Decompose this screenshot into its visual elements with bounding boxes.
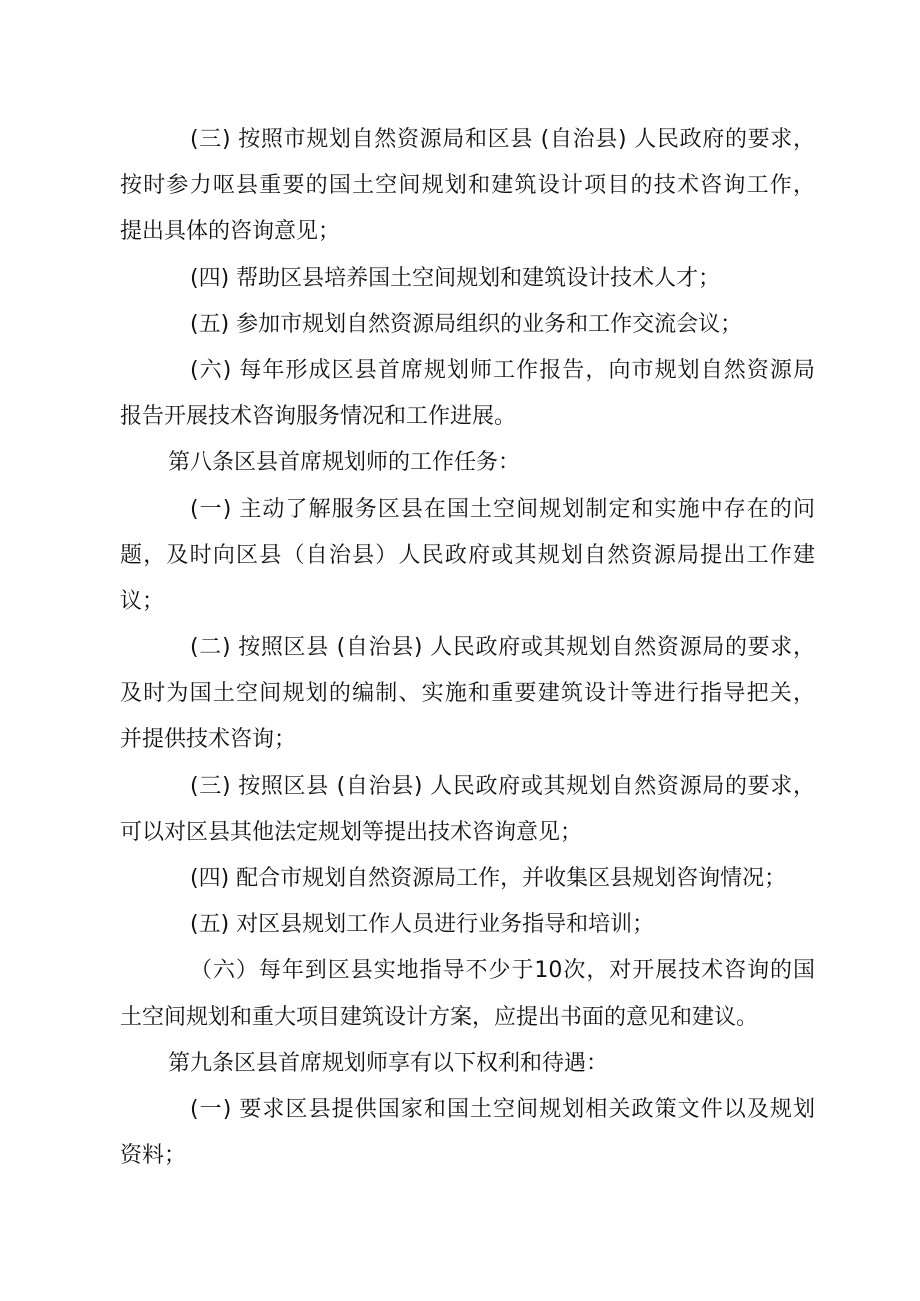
paragraph-line: 资料； <box>120 1143 187 1169</box>
article-8-item-4 <box>120 856 815 902</box>
clause-item-3-consult-projects <box>120 117 815 256</box>
paragraph-line: 按时参力呕县重要的国土空间规划和建筑设计项目的技术咨询工作， <box>120 173 815 199</box>
paragraph-line: 可以对区县其他法定规划等提出技术咨询意见； <box>120 819 583 845</box>
article-8-item-5 <box>120 902 815 948</box>
article-8-heading <box>120 440 815 486</box>
paragraph-line: （六）每年到区县实地指导不少于10次，对开展技术咨询的国 <box>190 958 815 984</box>
article-heading-line: 第九条区县首席规划师享有以下权利和待遇： <box>168 1050 609 1076</box>
article-heading-line: 第八条区县首席规划师的工作任务： <box>168 450 521 476</box>
paragraph-line: (三) 按照市规划自然资源局和区县 (自治县) 人民政府的要求， <box>190 127 815 152</box>
paragraph-line: 题，及时向区县（自治县）人民政府或其规划自然资源局提出工作建 <box>120 542 815 568</box>
paragraph-line: (一) 主动了解服务区县在国土空间规划制定和实施中存在的问 <box>190 496 815 522</box>
paragraph-line: 并提供技术咨询； <box>120 727 297 753</box>
paragraph-line: 土空间规划和重大项目建筑设计方案，应提出书面的意见和建议。 <box>120 1004 759 1030</box>
paragraph-line: (一) 要求区县提供国家和国土空间规划相关政策文件以及规划 <box>190 1096 815 1122</box>
clause-item-5-attend-meetings <box>120 302 815 348</box>
article-9-heading <box>120 1041 815 1087</box>
paragraph-line: (六) 每年形成区县首席规划师工作报告，向市规划自然资源局 <box>190 357 815 383</box>
clause-item-6-annual-report <box>120 348 815 440</box>
paragraph-line: (四) 配合市规划自然资源局工作，并收集区县规划咨询情况； <box>190 866 787 891</box>
paragraph-line: 议； <box>120 588 165 614</box>
paragraph-line: 及时为国土空间规划的编制、实施和重要建筑设计等进行指导把关， <box>120 681 815 707</box>
paragraph-line: (二) 按照区县 (自治县) 人民政府或其规划自然资源局的要求， <box>190 635 815 661</box>
article-8-item-2 <box>120 625 815 764</box>
paragraph-line: (五) 对区县规划工作人员进行业务指导和培训； <box>190 912 655 938</box>
article-9-item-1 <box>120 1087 815 1179</box>
article-8-item-6 <box>120 948 815 1040</box>
clause-item-4-train-talent <box>120 256 815 302</box>
paragraph-line: 提出具体的咨询意见； <box>120 219 341 245</box>
paragraph-line: (三) 按照区县 (自治县) 人民政府或其规划自然资源局的要求， <box>190 773 815 799</box>
document-body <box>120 117 815 1179</box>
article-8-item-1 <box>120 487 815 626</box>
paragraph-line: (四) 帮助区县培养国土空间规划和建筑设计技术人才； <box>190 265 721 291</box>
article-8-item-3 <box>120 764 815 856</box>
paragraph-line: (五) 参加市规划自然资源局组织的业务和工作交流会议； <box>190 311 743 337</box>
paragraph-line: 报告开展技术咨询服务情况和工作进展。 <box>120 404 517 430</box>
